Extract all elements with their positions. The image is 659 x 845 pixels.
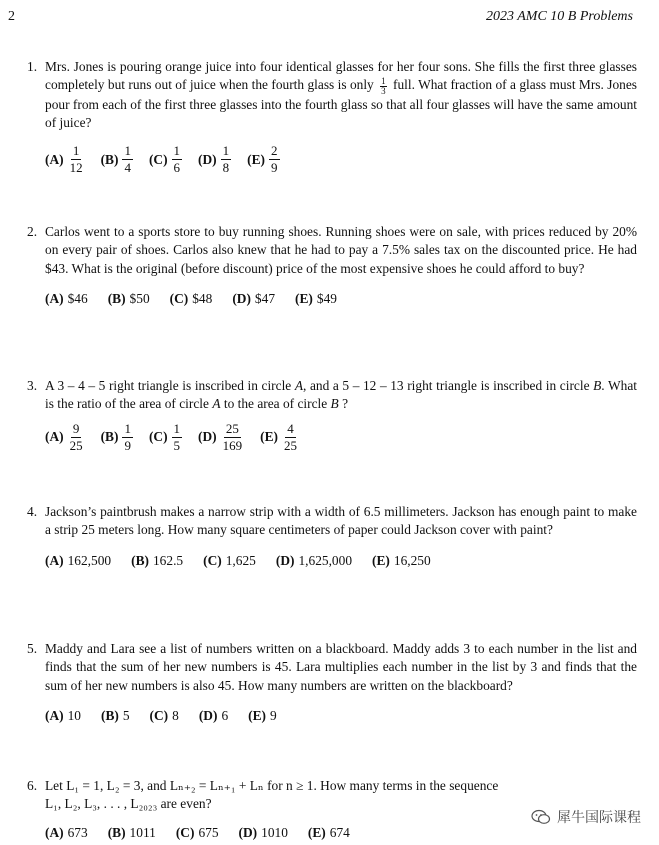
problem-number: 3. xyxy=(27,378,38,393)
choice-c[interactable]: (C) 675 xyxy=(175,824,219,840)
choice-b[interactable]: (B) $50 xyxy=(107,290,150,306)
problem-text: Mrs. Jones is pouring orange juice into four identical glasses for her four sons. She fills the first three glasses completely but runs out of juice when the fourth glass is only $\frac{1}{3}$ full. What fraction of a glass must Mrs. Jones pour from each of the first three glasses into the fourth glass so that all four glasses will have the same amount of juice? xyxy=(45,59,637,131)
problem-number: 4. xyxy=(27,504,38,519)
inline-fraction: $\frac{1}{3}$ xyxy=(381,75,386,96)
answer-choices xyxy=(45,422,637,453)
choice-d[interactable]: (D) 1,625,000 xyxy=(275,552,353,568)
choice-b[interactable]: (B) $\frac{1}{4}$ xyxy=(100,143,131,176)
answer-choices xyxy=(45,552,637,570)
problem-5 xyxy=(27,640,637,725)
choice-e[interactable]: (E) 16,250 xyxy=(372,552,431,568)
choice-e[interactable]: (E) 9 xyxy=(248,707,277,723)
problem-3 xyxy=(27,377,637,453)
choice-c[interactable]: (C) 1,625 xyxy=(203,552,256,568)
choice-c[interactable]: (C) $48 xyxy=(169,290,213,306)
page-header-title: 2023 AMC 10 B Problems xyxy=(486,9,633,24)
choice-d[interactable]: (D) 1010 xyxy=(238,824,288,840)
page-number: 2 xyxy=(8,9,15,24)
choice-b[interactable]: (B) 1011 xyxy=(107,824,156,840)
choice-c[interactable]: (C) 8 xyxy=(149,707,179,723)
choice-d[interactable]: (D) $\frac{25}{169}$ xyxy=(198,420,243,453)
wechat-icon xyxy=(531,809,551,825)
choice-e[interactable]: (E) $\frac{2}{9}$ xyxy=(247,143,278,176)
problem-number: 6. xyxy=(27,778,38,793)
choice-a[interactable]: (A) $46 xyxy=(45,290,88,306)
choice-a[interactable]: (A) $\frac{1}{12}$ xyxy=(45,143,83,176)
problem-text: Carlos went to a sports store to buy running shoes. Running shoes were on sale, with prices reduced by 20% on every pair of shoes. Carlos also knew that he had to pay a 7.5% sales tax on the discounted price. He had $43. What is the original (before discount) price of the most expensive shoes he could afford to buy? xyxy=(45,224,637,276)
problem-text-line: L₁, L₂, L₃, . . . , L₂₀₂₃ are even? xyxy=(45,796,212,812)
answer-choices xyxy=(45,707,637,725)
choice-c[interactable]: (C) $\frac{1}{6}$ xyxy=(148,143,181,176)
choice-d[interactable]: (D) $47 xyxy=(232,290,276,306)
problem-text: Jackson’s paintbrush makes a narrow strip with a width of 6.5 millimeters. Jackson has enough paint to make a strip 25 meters long. How many square centimeters of paper could Jackson cover with paint? xyxy=(45,504,637,538)
problem-text: Maddy and Lara see a list of numbers written on a blackboard. Maddy adds 3 to each number in the list and finds that the sum of her new numbers is 45. Lara multiplies each number in the list by 3 and finds that the sum of her new numbers is also 45. How many numbers are written on the blackboard? xyxy=(45,641,637,693)
choice-b[interactable]: (B) 5 xyxy=(100,707,130,723)
choice-e[interactable]: (E) $49 xyxy=(295,290,337,306)
choice-a[interactable]: (A) 10 xyxy=(45,707,81,723)
watermark xyxy=(531,807,641,827)
choice-a[interactable]: (A) 162,500 xyxy=(45,552,112,568)
choice-c[interactable]: (C) $\frac{1}{5}$ xyxy=(148,420,181,453)
choice-e[interactable]: (E) $\frac{4}{25}$ xyxy=(260,420,297,453)
problem-number: 2. xyxy=(27,224,38,239)
choice-a[interactable]: (A) 673 xyxy=(45,824,88,840)
choice-d[interactable]: (D) $\frac{1}{8}$ xyxy=(198,143,230,176)
choice-a[interactable]: (A) $\frac{9}{25}$ xyxy=(45,420,83,453)
problem-4 xyxy=(27,503,637,570)
problem-number: 1. xyxy=(27,59,38,74)
problem-number: 5. xyxy=(27,641,38,656)
choice-b[interactable]: (B) 162.5 xyxy=(131,552,184,568)
choice-d[interactable]: (D) 6 xyxy=(198,707,229,723)
problem-text: A 3 – 4 – 5 right triangle is inscribed in circle A, and a 5 – 12 – 13 right triangle is inscribed in circle B. What is the ratio of the area of circle A to the area of circle B ? xyxy=(45,378,637,412)
problem-2 xyxy=(27,223,637,308)
problem-text-line: Let L₁ = 1, L₂ = 3, and Lₙ₊₂ = Lₙ₊₁ + Lₙ for n ≥ 1. How many terms in the sequence xyxy=(45,778,499,793)
choice-e[interactable]: (E) 674 xyxy=(307,824,350,840)
problem-1 xyxy=(27,58,637,175)
choice-b[interactable]: (B) $\frac{1}{9}$ xyxy=(100,420,131,453)
watermark-text: 犀牛国际课程 xyxy=(557,810,641,826)
answer-choices xyxy=(45,290,637,308)
answer-choices xyxy=(45,144,637,175)
